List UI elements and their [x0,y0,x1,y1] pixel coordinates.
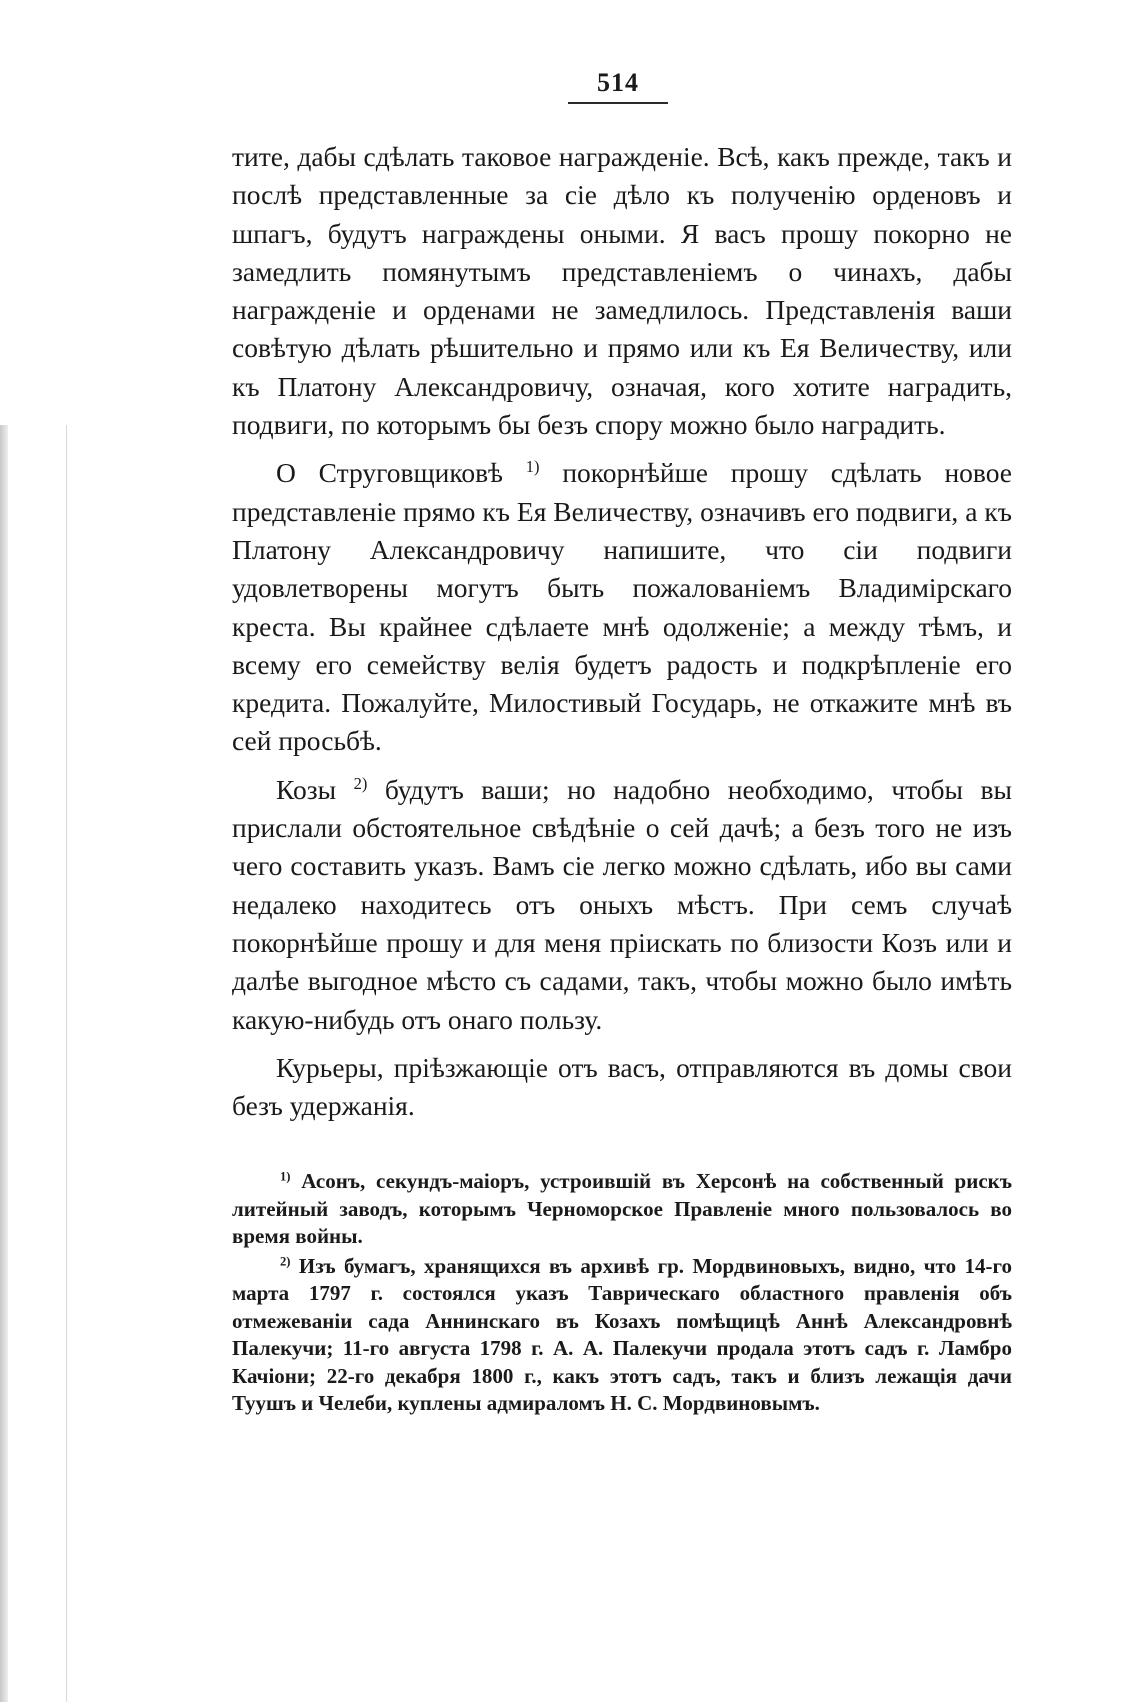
paragraph-text: Козы [276,773,354,805]
paragraph-text: будутъ ваши; но надобно необходимо, чтобы вы прислали обстоятельное свѣдѣніе о сей дачѣ; а безъ того не изъ чего составить указъ. Вамъ сіе легко можно сдѣлать, ибо вы сами недалеко находитесь отъ оныхъ мѣстъ. При семъ случаѣ покорнѣйше прошу и для меня пріискать по близости Козъ или и далѣе выгодное мѣсто съ садами, такъ, чтобы можно было имѣть какую-нибудь отъ онаго пользу. [232,773,1012,1035]
page-number: 514 [597,68,639,97]
scan-edge-line [66,425,67,1702]
paragraph: тите, дабы сдѣлать таковое награжденіе. Всѣ, какъ прежде, такъ и послѣ представленные за сіе дѣло къ полученію орденовъ и шпагъ, будутъ награждены оными. Я васъ прошу покорно не замедлить помянутымъ представленіемъ о чинахъ, дабы награжденіе и орденами не замедлилось. Представленія ваши совѣтую дѣлать рѣшительно и прямо или къ Ея Величеству, или къ Платону Александровичу, означая, кого хотите наградить, подвиги, по которымъ бы безъ спору можно было наградить. [232,141,1012,441]
paragraph [232,454,1012,760]
scan-edge-shadow [0,425,8,1702]
paragraph-text: покорнѣйше прошу сдѣлать новое представленіе прямо къ Ея Величеству, означивъ его подвиги, а къ Платону Александровичу напишите, что сіи подвиги удовлетворены могутъ быть пожалованіемъ Владимірскаго креста. Вы крайнее сдѣлаете мнѣ одолженіе; а между тѣмъ, и всему его семейству велія будетъ радость и подкрѣпленіе его кредита. Пожалуйте, Милостивый Государь, не откажите мнѣ въ сей просьбѣ. [232,457,1012,757]
paragraph-text: О Струговщиковѣ [276,457,526,489]
footnote-reference[interactable]: 1) [525,457,540,477]
footnote-text: Асонъ, секундъ-маіоръ, устроившій въ Херсонѣ на собственный рискъ литейный заводъ, которымъ Черноморское Правленіе много пользовалось во время войны. [232,1169,1012,1248]
page-header [568,68,668,104]
main-text [232,138,1012,1125]
paragraph [232,771,1012,1039]
footnote-reference[interactable]: 2) [353,773,368,793]
footnote [232,1168,1012,1251]
footnote-mark: 1) [280,1169,291,1184]
footnote-text: Изъ бумагъ, хранящихся въ архивѣ гр. Мордвиновыхъ, видно, что 14-го марта 1797 г. состоялся указъ Таврическаго областного правленія объ отмежеваніи сада Аннинскаго въ Козахъ помѣщицѣ Аннѣ Александровнѣ Палекучи; 11-го августа 1798 г. А. А. Палекучи продала этотъ садъ г. Ламбро Качіони; 22-го декабря 1800 г., какъ этотъ садъ, такъ и близъ лежащія дачи Туушъ и Челеби, куплены адмираломъ Н. С. Мордвиновымъ. [232,1253,1012,1415]
footnotes [232,1168,1012,1418]
footnote-mark: 2) [280,1253,291,1268]
footnote [232,1253,1012,1418]
paragraph: Курьеры, пріѣзжающіе отъ васъ, отправляются въ домы свои безъ удержанія. [232,1051,1012,1122]
page-number-rule [568,102,668,104]
